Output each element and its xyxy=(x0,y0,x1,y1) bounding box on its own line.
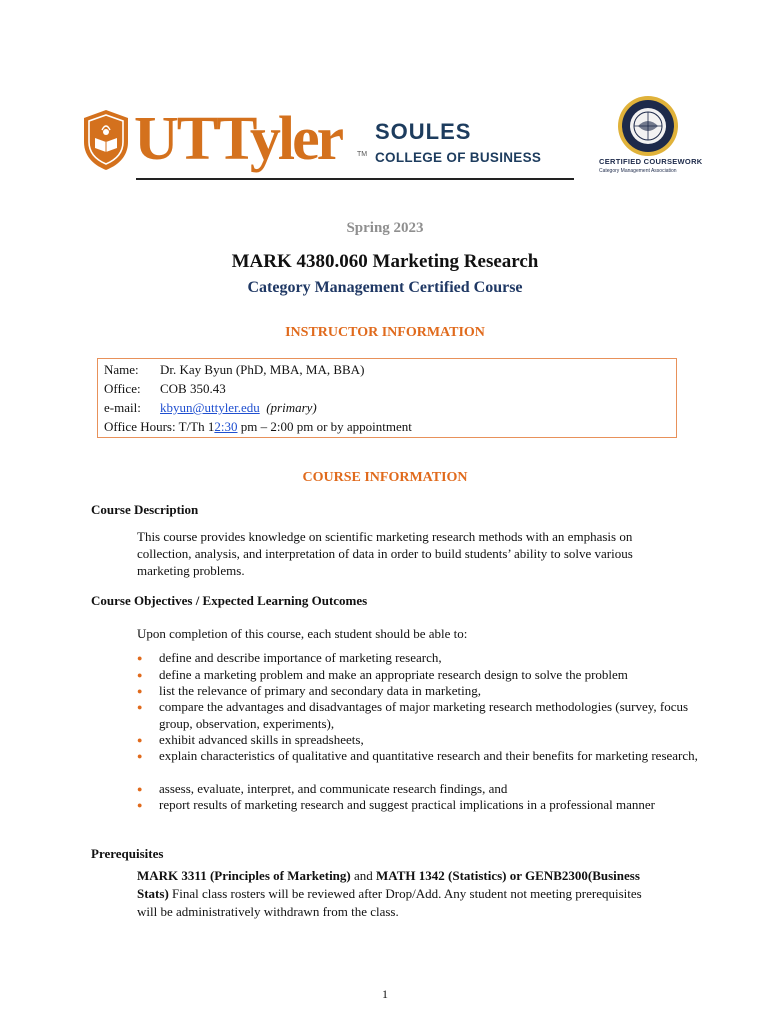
bullet-icon: ● xyxy=(137,686,143,696)
course-info-heading: COURSE INFORMATION xyxy=(302,470,468,485)
prerequisites-heading: Prerequisites xyxy=(91,846,164,861)
course-description-line: marketing problems. xyxy=(137,563,245,578)
course-subtitle: Category Management Certified Course xyxy=(247,279,523,296)
ut-tyler-shield-logo xyxy=(82,108,130,172)
bullet-icon: ● xyxy=(137,751,143,761)
bullet-icon: ● xyxy=(137,702,143,712)
bullet-icon: ● xyxy=(137,800,143,810)
bullet-icon: ● xyxy=(137,735,143,745)
bullet-icon: ● xyxy=(137,784,143,794)
prerequisites-line: MARK 3311 (Principles of Marketing) and MATH 1342 (Statistics) or GENB2300(Business xyxy=(137,868,640,883)
email-link[interactable]: kbyun@uttyler.edu xyxy=(160,400,260,415)
page-number: 1 xyxy=(382,987,388,1001)
objectives-heading: Course Objectives / Expected Learning Outcomes xyxy=(91,593,368,608)
header-divider xyxy=(136,178,574,180)
course-title: MARK 4380.060 Marketing Research xyxy=(231,251,539,272)
office-hours-row: Office Hours: T/Th 12:30 pm – 2:00 pm or by appointment xyxy=(104,419,412,434)
bullet-icon: ● xyxy=(137,653,143,663)
school-name-line1: SOULES xyxy=(375,119,472,144)
instructor-office-row: Office: COB 350.43 xyxy=(104,381,226,396)
trademark-mark: TM xyxy=(357,151,368,158)
course-description-line: This course provides knowledge on scientific marketing research methods with an emphasis on xyxy=(137,529,633,544)
instructor-heading: INSTRUCTOR INFORMATION xyxy=(285,325,485,340)
cert-label: CERTIFIED COURSEWORK xyxy=(599,157,703,166)
school-name-line2: COLLEGE OF BUSINESS xyxy=(375,150,542,165)
cert-org: Category Management Association xyxy=(599,168,677,174)
course-description-heading: Course Description xyxy=(91,502,199,517)
prerequisites-line: will be administratively withdrawn from the class. xyxy=(137,904,399,919)
objectives-intro: Upon completion of this course, each student should be able to: xyxy=(137,626,468,641)
term: Spring 2023 xyxy=(346,220,424,236)
bullet-icon: ● xyxy=(137,670,143,680)
prerequisites-line: Stats) Final class rosters will be reviewed after Drop/Add. Any student not meeting prerequisites xyxy=(137,886,642,901)
instructor-email-row: e-mail: kbyun@uttyler.edu (primary) xyxy=(104,400,317,415)
course-description-line: collection, analysis, and interpretation of data in order to build students’ ability to solve various xyxy=(137,546,633,561)
instructor-name-row: Name: Dr. Kay Byun (PhD, MBA, MA, BBA) xyxy=(104,362,365,377)
office-hours-link[interactable]: 2:30 xyxy=(214,419,238,434)
ut-tyler-wordmark: UTTyler xyxy=(134,105,342,173)
